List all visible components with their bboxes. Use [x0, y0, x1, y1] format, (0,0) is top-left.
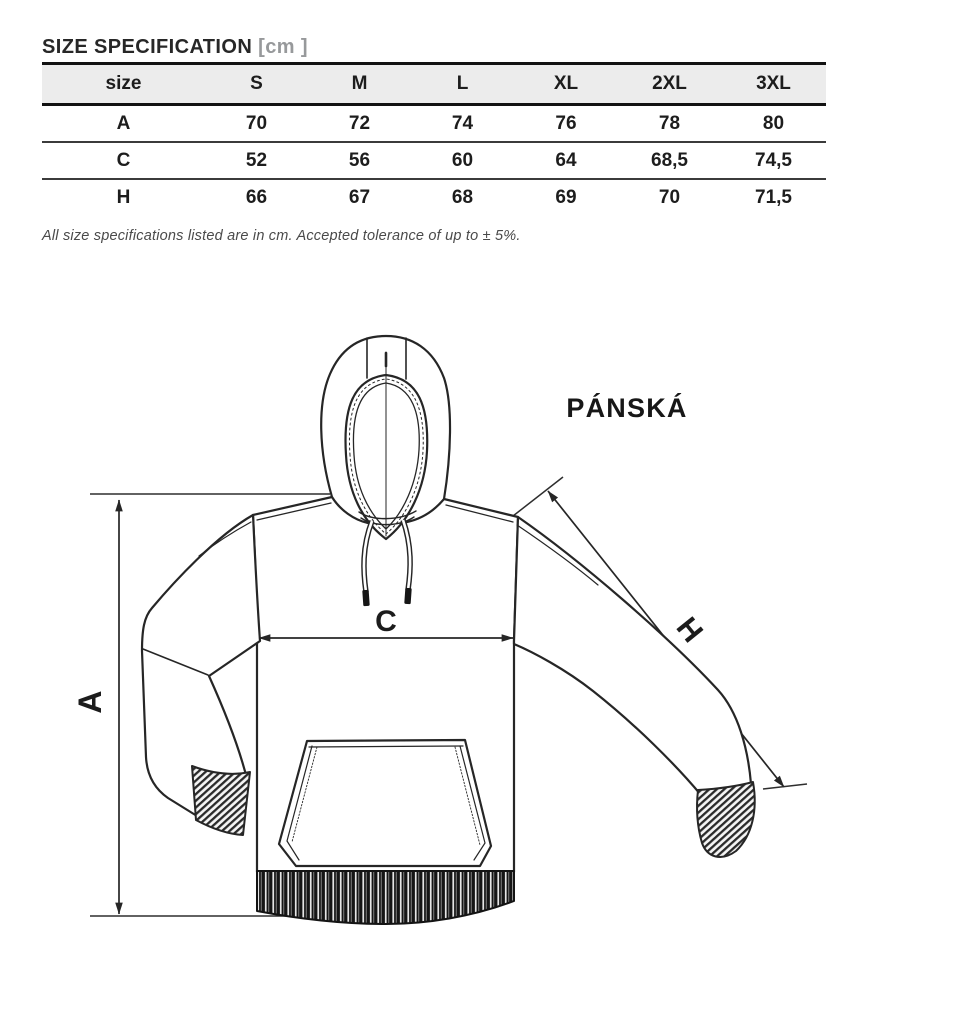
data-cell: 74: [451, 112, 474, 134]
tolerance-note: All size specifications listed are in cm. Accepted tolerance of up to ± 5%.: [42, 228, 521, 244]
data-cell: 72: [348, 112, 371, 134]
data-cell: 70: [245, 112, 268, 134]
left-cuff-ribbing: [192, 766, 250, 835]
data-cell: 67: [348, 186, 371, 208]
data-cell: 78: [658, 112, 681, 134]
data-cell: 70: [658, 186, 681, 208]
header-cell-l: L: [456, 73, 469, 94]
right-cuff-ribbing: [697, 782, 755, 857]
data-cell: 76: [555, 112, 577, 134]
dimension-h-extension-top: [513, 477, 563, 516]
header-cell-size: size: [105, 73, 142, 94]
row-label: H: [116, 186, 131, 208]
data-cell: 56: [348, 149, 371, 171]
header-cell-xl: XL: [553, 73, 579, 94]
data-cell: 68: [451, 186, 474, 208]
right-sleeve: [514, 517, 755, 857]
right-sleeve-outline: [514, 517, 751, 795]
data-cell: 52: [245, 149, 268, 171]
hood: [321, 336, 450, 539]
data-cell: 64: [555, 149, 577, 171]
left-aglet: [362, 590, 370, 606]
row-label: A: [116, 112, 131, 134]
hem-ribbing: [257, 871, 514, 924]
dimension-h-extension-bottom: [763, 784, 807, 789]
data-cell: 66: [245, 186, 268, 208]
left-sleeve: [142, 515, 260, 835]
data-cell: 68,5: [651, 149, 688, 171]
garment-type-label: PÁNSKÁ: [566, 393, 688, 423]
kangaroo-pocket: [279, 740, 491, 866]
dimension-c-label: C: [375, 605, 397, 638]
data-cell: 69: [555, 186, 577, 208]
data-cell: 80: [762, 112, 785, 134]
header-cell-m: M: [351, 73, 368, 94]
page-title-unit: [cm ]: [258, 36, 308, 58]
pocket-outline: [279, 740, 491, 866]
header-cell-3xl: 3XL: [756, 73, 791, 94]
page-title-text: SIZE SPECIFICATION: [42, 36, 253, 58]
data-cell: 60: [451, 149, 474, 171]
header-cell-2xl: 2XL: [652, 73, 687, 94]
right-aglet: [404, 588, 412, 604]
row-label: C: [116, 149, 131, 171]
dimension-a-label: A: [72, 690, 108, 714]
header-cell-s: S: [250, 73, 263, 94]
data-cell: 71,5: [755, 186, 792, 208]
dimension-h-label: H: [669, 611, 710, 649]
data-cell: 74,5: [755, 149, 792, 171]
